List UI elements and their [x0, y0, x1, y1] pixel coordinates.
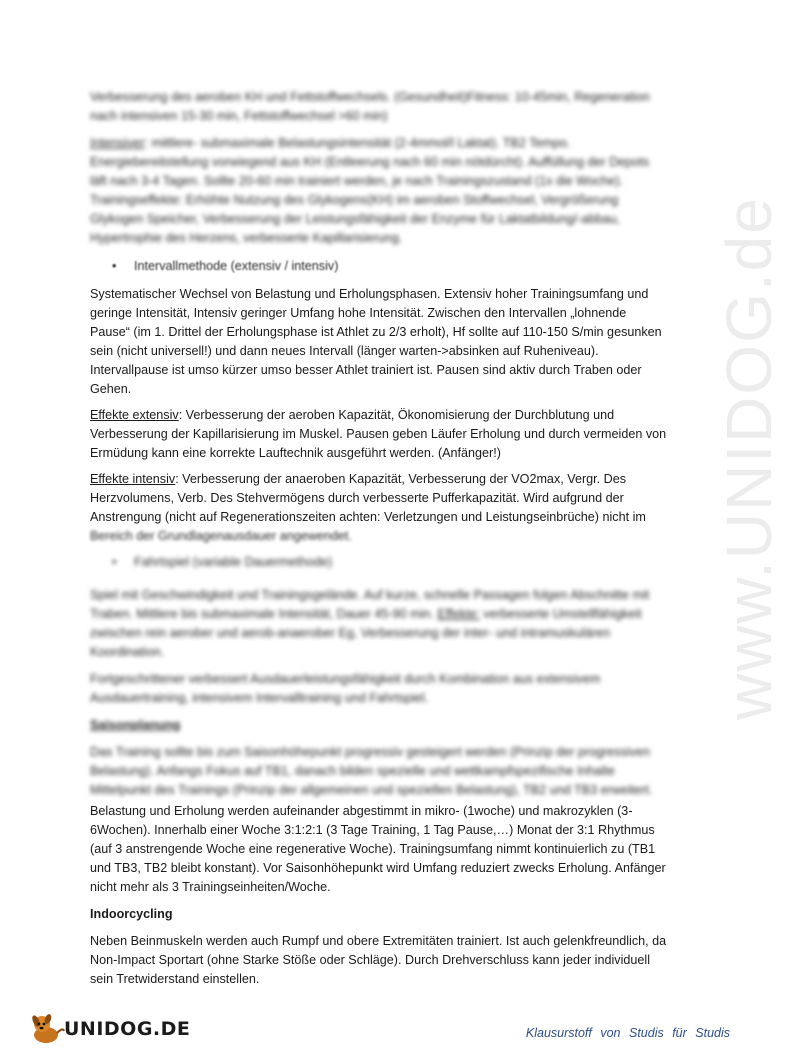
blurred-bullet-fahrtspiel: • Fahrtspiel (variable Dauermethode): [90, 553, 668, 572]
blurred-top-section: [90, 88, 668, 248]
clear-section: [90, 285, 668, 546]
footer-logo[interactable]: [28, 1012, 190, 1046]
blurred-text: Spiel mit Geschwindigkeit und Trainingsgelände. Auf kurze, schnelle Passagen folgen Abschnitte mit Traben. Mittlere bis submaximale Intensität, Dauer 45-90 min.: [90, 588, 650, 621]
blurred-paragraph: Fortgeschrittener verbessert Ausdauerleistungsfähigkeit durch Kombination aus extensivem Ausdauertraining, intensivem Intervalltraining und Fahrtspiel.: [90, 672, 601, 705]
text-effekte-intensiv: : Verbesserung der anaeroben Kapazität, Verbesserung der VO2max, Vergr. Des Herzvolumens, Verb. Des Stehvermögens durch verbesserte Pufferkapazität. Wird aufgrund der Anstrengung (nicht auf Regenerationszeiten achten: Verletzungen und Leistungseinbrüche) nicht im: [90, 472, 646, 524]
dog-mascot-icon: [28, 1013, 66, 1045]
blurred-paragraph: Verbesserung des aeroben KH und Fettstoffwechsels. (Gesundheit)Fitness: 10-45min, Regeneration nach intensiven 15-30 min, Fettstoffwechsel >60 min): [90, 90, 650, 123]
watermark: www.UNIDOG.de: [713, 196, 785, 720]
footer-logo-text: UNIDOG.DE: [64, 1018, 191, 1040]
label-effekte-extensiv: Effekte extensiv: [90, 408, 179, 422]
footer-tagline: Klausurstoff von Studis für Studis: [525, 1026, 730, 1040]
blurred-text: : mittlere- submaximale Belastungsintensität (2-4mmol/l Laktat). TB2 Tempo. Energiebereitstellung vorwiegend aus KH (Entleerung nach 60 min nötdürcht). Auffüllung der Depots läft nach 3-4 Tagen. Sollte 20-60 min trainiert werden, je nach Trainingszustand (1x die Woche). Trainingseffekte: Erhöhte Nutzung des Glykogens(KH) im aeroben Stoffwechsel, Vergrößerung Glykogen Speicher, Verbesserung der Leistungsfähigkeit der Enzyme für Laktatbildung/-abbau, Hypertrophie des Herzens, verbesserte Kapillarisierung.: [90, 136, 650, 245]
blurred-paragraph-fahrtspiel: [90, 586, 668, 662]
bullet-text: • Intervallmethode (extensiv / intensiv): [90, 257, 668, 276]
blurred-paragraph: Das Training sollte bis zum Saisonhöhepunkt progressiv gesteigert werden (Prinzip der progressiven Belastung). Anfangs Fokus auf TB1, danach bilden spezielle und wettkampfspezifische Inhalte Mittelpunkt des Trainings (Prinzip der allgemeinen und speziellen Belastung), TB2 und TB3 erweitert.: [90, 745, 653, 797]
text-effekte-extensiv: : Verbesserung der aeroben Kapazität, Ökonomisierung der Durchblutung und Verbesserung der Kapillarisierung im Muskel. Pausen geben Läufer Erholung und durch vermeiden von Ermüdung kann eine korrekte Lauftechnik ausgeführt werden. (Anfänger!): [90, 408, 667, 460]
blurred-middle-section: [90, 553, 668, 800]
paragraph-effekte-intensiv: [90, 470, 668, 546]
blurred-label: Effekte:: [437, 607, 480, 621]
blurred-text: verbesserte Umstellfähigkeit zwischen rein aerober und aerob-anaerober Eg, Verbesserung der inter- und intramuskulären Koordination.: [90, 607, 642, 659]
bullet-intervallmethode: [90, 257, 668, 276]
text-effekte-intensiv-blurred: Bereich der Grundlagenausdauer angewendet.: [90, 529, 352, 543]
paragraph-effekte-extensiv: [90, 406, 668, 463]
blurred-label: Intensiver: [90, 136, 145, 150]
clear-bottom-section: [90, 802, 668, 989]
paragraph-indoorcycling: Neben Beinmuskeln werden auch Rumpf und obere Extremitäten trainiert. Ist auch gelenkfreundlich, da Non-Impact Sportart (ohne Starke Stöße oder Schläge). Durch Drehverschluss kann jeder individuell sein Tretwiderstand einstellen.: [90, 934, 667, 986]
blurred-heading-saisonplanung: Saisonplanung: [90, 718, 181, 732]
blurred-paragraph-intensiver: [90, 134, 668, 248]
paragraph-belastung: Belastung und Erholung werden aufeinander abgestimmt in mikro- (1woche) und makrozyklen (3-6Wochen). Innerhalb einer Woche 3:1:2:1 (3 Tage Training, 1 Tag Pause,…) Monat der 3:1 Rhythmus (auf 3 anstrengende Woche eine regenerative Woche). Trainingsumfang nimmt kontinuierlich zu (TB1 und TB3, TB2 bleibt konstant). Vor Saisonhöhepunkt wird Umfang reduziert zwecks Erholung. Anfänger nicht mehr als 3 Trainingseinheiten/Woche.: [90, 804, 666, 894]
label-effekte-intensiv: Effekte intensiv: [90, 472, 176, 486]
heading-indoorcycling: Indoorcycling: [90, 907, 173, 921]
paragraph-intervall: Systematischer Wechsel von Belastung und Erholungsphasen. Extensiv hoher Trainingsumfang und geringe Intensität, Intensiv geringer Umfang hohe Intensität. Zwischen den Intervallen „lohnende Pause“ (im 1. Drittel der Erholungsphase ist Athlet zu 2/3 erholt), Hf sollte auf 110-150 S/min gesunken sein (nicht universell!) und dann neues Intervall (länger warten->absinken auf Ruheniveau). Intervallpause ist umso kürzer umso besser Athlet trainiert ist. Pausen sind aktiv durch Traben oder Gehen.: [90, 287, 662, 396]
